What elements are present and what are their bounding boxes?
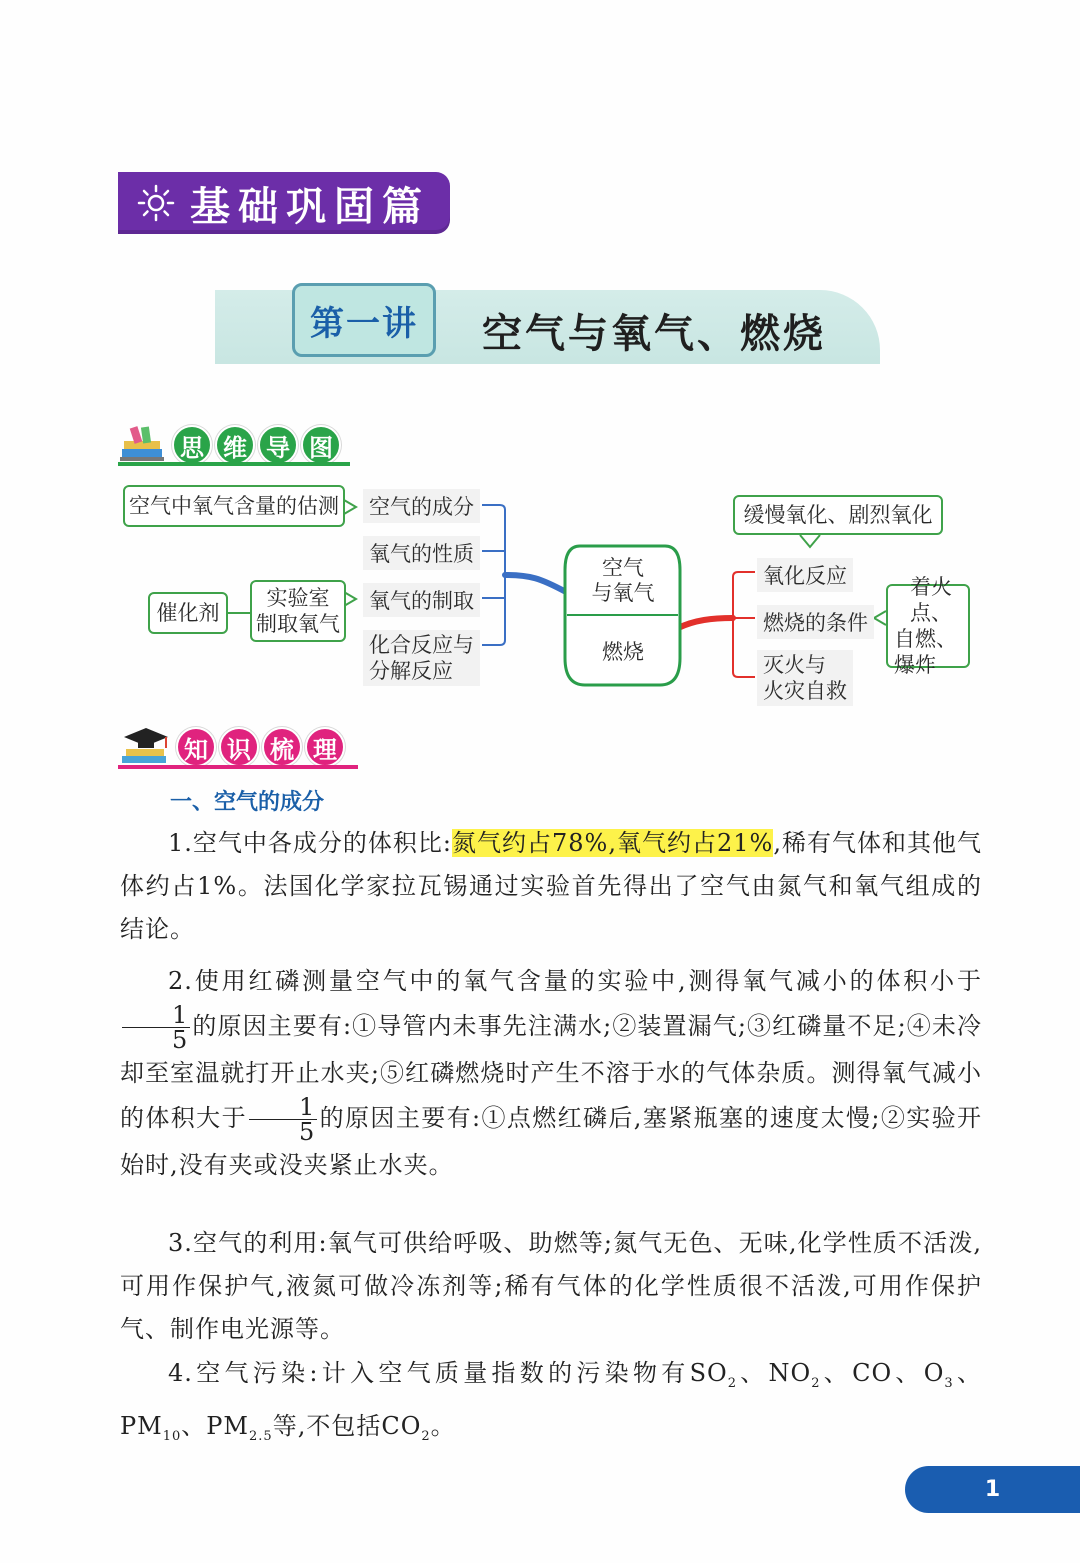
knowledge-header [118,724,358,770]
p4-so-sub: 2 [727,1375,737,1391]
mindmap-header-underline [118,462,350,466]
node-oxygen-properties: 氧气的性质 [363,536,480,570]
node-fire-fighting [757,650,853,706]
p4-d: 、PM [120,1359,982,1440]
p4-c: 、CO、O [820,1359,945,1387]
p4-f: 等,不包括CO [272,1411,422,1440]
node-oxygen-preparation: 氧气的制取 [363,583,480,617]
mindmap-char-1: 思 [172,425,212,465]
p4-o-sub: 3 [944,1375,954,1391]
node-ignition-line-3: 爆炸 [894,653,936,677]
node-fire-line-1: 灭火与 [763,653,826,677]
node-oxygen-estimate: 空气中氧气含量的估测 [123,485,345,527]
node-reactions-line-2: 分解反应 [369,659,453,683]
p1-highlight: 氮气约占78%,氧气约占21% [452,829,774,857]
node-fire-line-2: 火灾自救 [763,679,847,703]
p4-a: 4.空气污染:计入空气质量指数的污染物有SO [168,1359,728,1387]
mindmap-char-4: 图 [301,425,341,465]
sun-icon [136,183,176,223]
p2-part-a: 2.使用红磷测量空气中的氧气含量的实验中,测得氧气减小的体积小于 [168,967,982,995]
fraction-2-den: 5 [298,1118,316,1146]
fraction-1 [122,1003,190,1052]
p4-pm25-sub: 2.5 [249,1428,273,1444]
p4-b: 、NO [736,1359,812,1387]
node-air-composition: 空气的成分 [363,489,480,523]
node-lab-line-1: 实验室 [266,586,330,610]
section-banner [118,172,450,234]
node-lab-line-2: 制取氧气 [256,612,340,636]
node-center-line-2: 与氧气 [591,581,655,605]
paragraph-4 [120,1352,982,1458]
mindmap-char-2: 维 [215,425,255,465]
node-oxidation-types: 缓慢氧化、剧烈氧化 [733,495,943,535]
lecture-tag: 第一讲 [292,283,436,357]
knowledge-char-2: 识 [219,727,259,767]
node-ignition [886,575,970,677]
fraction-1-num: 1 [122,1003,190,1028]
knowledge-char-1: 知 [176,727,216,767]
p2-part-b: 的原因主要有:①导管内未事先注满水;②装置漏气;③红磷量不足;④未冷却至室温就打开止水夹;⑤红磷燃烧时产生不溶于水的气体杂质。测得氧气减小的体积大于 [120,1012,982,1132]
node-combustion-conditions: 燃烧的条件 [757,605,874,639]
paragraph-2 [120,960,982,1187]
node-oxidation-reaction: 氧化反应 [757,558,853,592]
section-heading: 一、空气的成分 [170,790,325,815]
knowledge-header-underline [118,765,358,769]
p1-part-a: 1.空气中各成分的体积比: [168,829,453,857]
p4-g: 。 [430,1411,456,1440]
p4-co2-sub: 2 [421,1428,431,1444]
node-lab-preparation [250,580,346,642]
fraction-1-den: 5 [172,1026,189,1054]
paragraph-3: 3.空气的利用:氧气可供给呼吸、助燃等;氮气无色、无味,化学性质不活泼,可用作保护气,液氮可做冷冻剂等;稀有气体的化学性质很不活泼,可用作保护气、制作电光源等。 [120,1229,982,1343]
node-reactions [363,630,480,686]
p1-part-b: ,稀有气体和其他气体约占1%。法国化学家拉瓦锡通过实验首先得出了空气由氮气和氧气组成的结论。 [120,829,983,943]
node-reactions-line-1: 化合反应与 [369,633,474,657]
node-center-combustion: 燃烧 [602,640,644,664]
knowledge-char-3: 梳 [262,727,302,767]
mindmap-char-3: 导 [258,425,298,465]
node-ignition-line-1: 着火点、 [910,575,952,625]
paragraph-1 [120,822,982,951]
p2-part-c: 的原因主要有:①点燃红磷后,塞紧瓶塞的速度太慢;②实验开始时,没有夹或没夹紧止水夹。 [120,1104,982,1179]
node-center-line-1: 空气 [602,556,644,580]
p4-no-sub: 2 [811,1375,821,1391]
p4-e: 、PM [181,1411,250,1440]
node-catalyst: 催化剂 [148,592,228,634]
banner-title: 基础巩固篇 [190,183,430,230]
node-center-top [568,556,678,606]
knowledge-char-4: 理 [305,727,345,767]
node-ignition-line-2: 自燃、 [894,627,957,651]
fraction-2 [249,1095,317,1144]
books-icon [118,423,168,467]
graduation-cap-icon [118,724,174,770]
fraction-2-num: 1 [249,1095,317,1120]
lecture-title: 空气与氧气、燃烧 [482,310,826,357]
page-number: 1 [905,1466,1080,1513]
p4-pm10-sub: 10 [162,1428,182,1444]
